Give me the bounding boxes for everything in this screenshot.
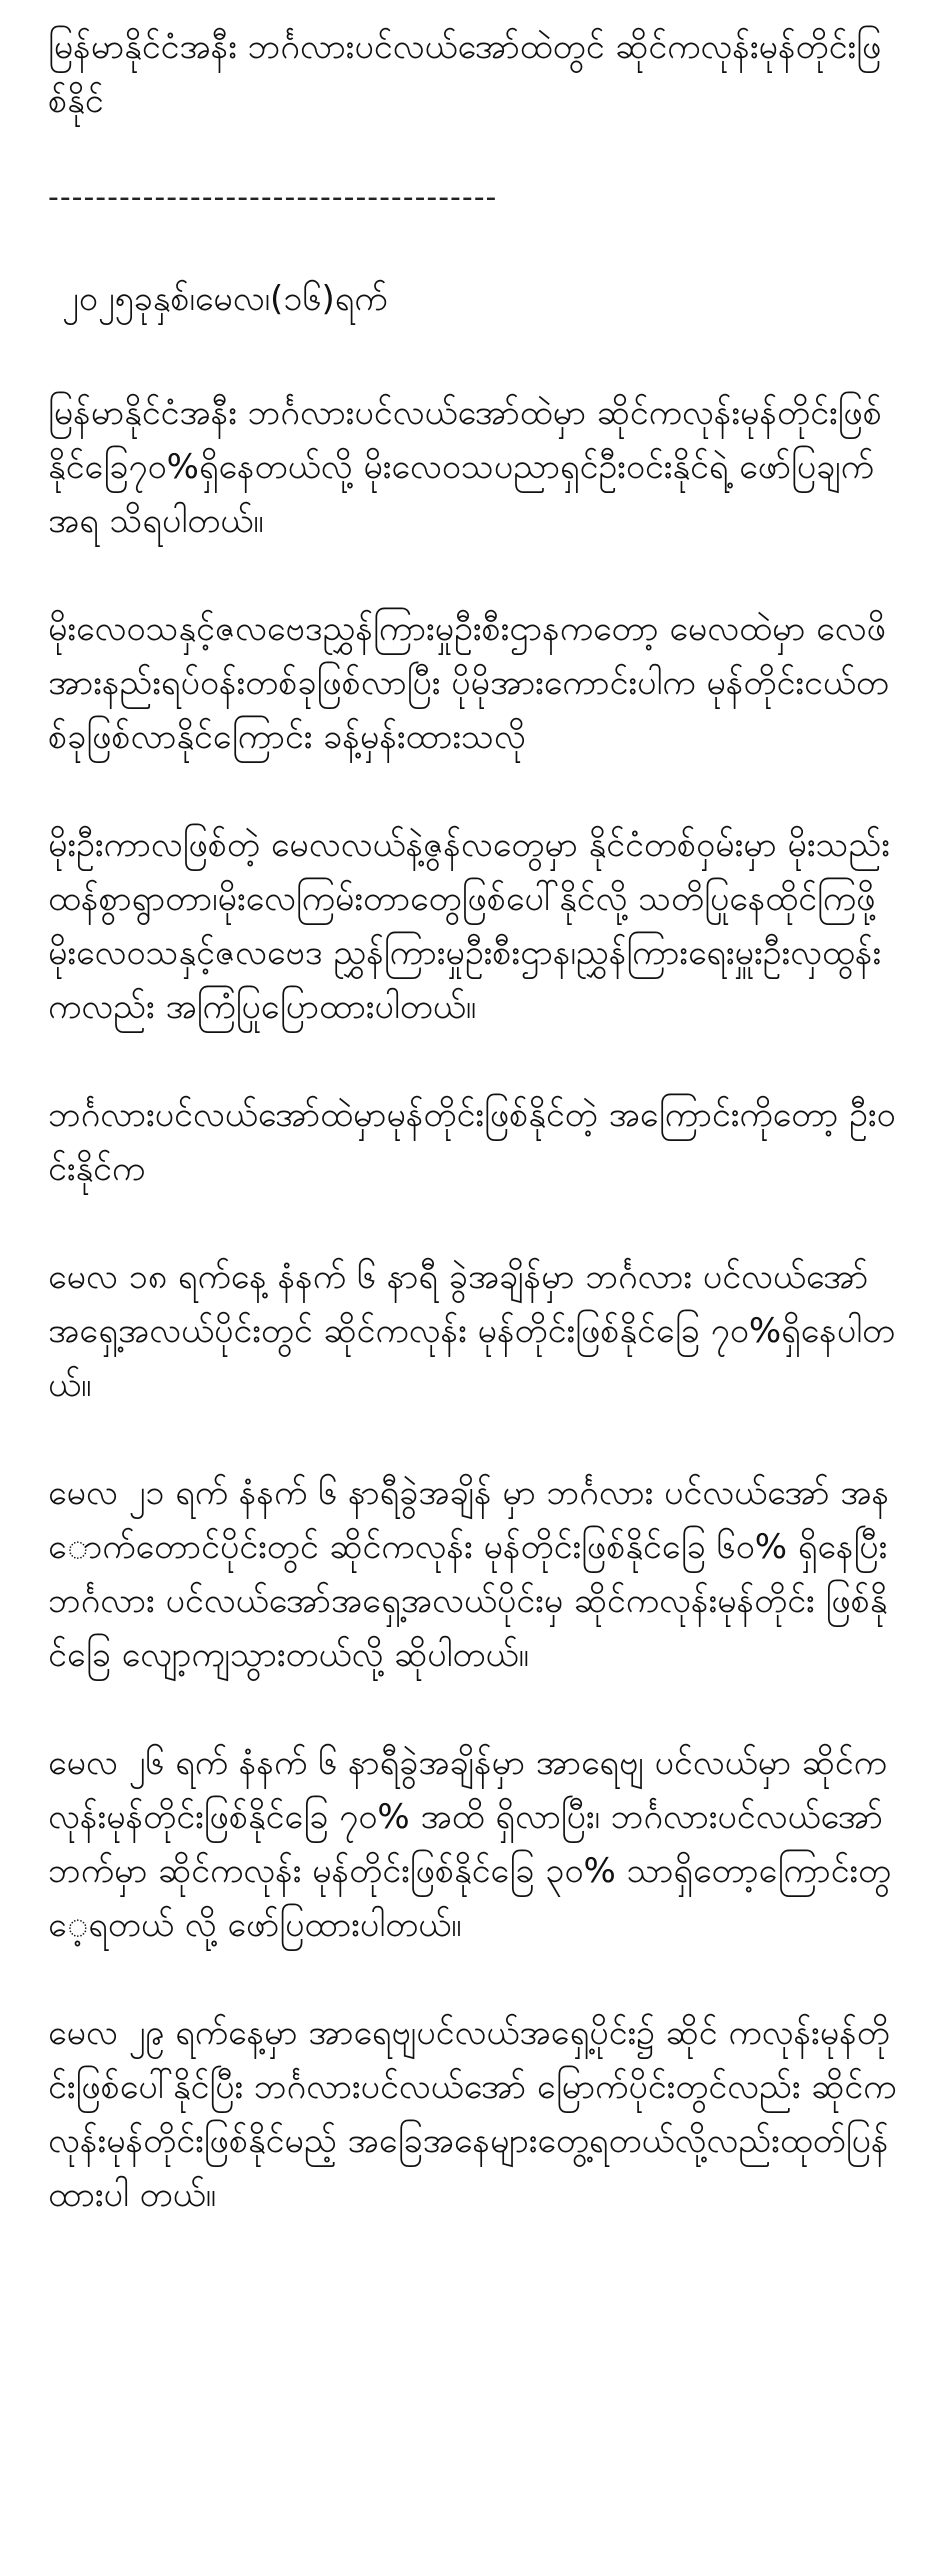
paragraph-3: မိုးဦးကာလဖြစ်တဲ့ မေလလယ်နဲ့ဇွန်လတွေမှာ နိုင်ငံတစ်ဝှမ်းမှာ မိုးသည်းထန်စွာရွာတာ၊မိုးလေကြမ်းတာတွေဖြစ်ပေါ်နိုင်လို့ သတိပြုနေထိုင်ကြဖို့ မိုးလေ၀သနှင့်ဇလဗေဒ ညွှန်ကြားမှုဦးစီးဌာန၊ညွှန်ကြားရေးမှူးဦးလှထွန်းကလည်း အကြံပြုပြောထားပါတယ်။	[48, 825, 890, 1027]
paragraph-8: မေလ ၂၉ ရက်နေ့မှာ အာရေဗျပင်လယ်အရှေ့ပိုင်း၌ ဆိုင် ကလုန်းမုန်တိုင်းဖြစ်ပေါ်နိုင်ပြီး ဘင်္ဂလားပင်လယ်အော် မြောက်ပိုင်းတွင်လည်း ဆိုင်ကလုန်းမုန်တိုင်းဖြစ်နိုင်မည့် အခြေအနေများတွေ့ရတယ်လို့လည်းထုတ်ပြန်ထားပါ တယ်။	[48, 2013, 897, 2215]
dateline: ၂၀၂၅ခုနှစ်၊မေလ၊(၁၆)ရက်	[62, 279, 388, 319]
paragraph-7: မေလ ၂၆ ရက် နံနက် ၆ နာရီခွဲအချိန်မှာ အာရေဗျ ပင်လယ်မှာ ဆိုင်ကလုန်းမုန်တိုင်းဖြစ်နိုင်ခြေ ၇၀% အထိ ရှိလာပြီး၊ ဘင်္ဂလားပင်လယ်အော်ဘက်မှာ ဆိုင်ကလုန်း မုန်တိုင်းဖြစ်နိုင်ခြေ ၃၀% သာရှိတော့ကြောင်းတွေ့ရတယ် လို့ ဖော်ပြထားပါတယ်။	[48, 1743, 892, 1945]
paragraph-4: ဘင်္ဂလားပင်လယ်အော်ထဲမှာမုန်တိုင်းဖြစ်နိုင်တဲ့ အကြောင်းကိုတော့ ဦးဝင်းနိုင်က	[48, 1095, 896, 1189]
divider-line: --------------------------------------	[48, 180, 498, 215]
article	[48, 20, 898, 2222]
paragraph-2: မိုးလေ၀သနှင့်ဇလဗေဒညွှန်ကြားမှုဦးစီးဌာနကတော့ မေလထဲမှာ လေဖိအားနည်းရပ်ဝန်းတစ်ခုဖြစ်လာပြီး ပိုမိုအားကောင်းပါက မုန်တိုင်းငယ်တစ်ခုဖြစ်လာနိုင်ကြောင်း ခန့်မှန်းထားသလို	[48, 609, 889, 757]
paragraph-1: မြန်မာနိုင်ငံအနီး ဘင်္ဂလားပင်လယ်အော်ထဲမှာ ဆိုင်ကလုန်းမုန်တိုင်းဖြစ်နိုင်ခြေ၇၀%ရှိနေတယ်လို့ မိုးလေ၀သပညာရှင်ဦးဝင်းနိုင်ရဲ့ ဖော်ပြချက်အရ သိရပါတယ်။	[48, 393, 882, 541]
paragraph-6: မေလ ၂၁ ရက် နံနက် ၆ နာရီခွဲအချိန် မှာ ဘင်္ဂလား ပင်လယ်အော် အနောက်တောင်ပိုင်းတွင် ဆိုင်ကလုန်း မုန်တိုင်းဖြစ်နိုင်ခြေ ၆၀% ရှိနေပြီး ဘင်္ဂလား ပင်လယ်အော်အရှေ့အလယ်ပိုင်းမှ ဆိုင်ကလုန်းမုန်တိုင်း ဖြစ်နိုင်ခြေ လျော့ကျသွားတယ်လို့ ဆိုပါတယ်။	[48, 1473, 890, 1675]
paragraph-5: မေလ ၁၈ ရက်နေ့ နံနက် ၆ နာရီ ခွဲအချိန်မှာ ဘင်္ဂလား ပင်လယ်အော်အရှေ့အလယ်ပိုင်းတွင် ဆိုင်ကလုန်း မုန်တိုင်းဖြစ်နိုင်ခြေ ၇၀%ရှိနေပါတယ်။	[48, 1257, 896, 1405]
article-title: မြန်မာနိုင်ငံအနီး ဘင်္ဂလားပင်လယ်အော်ထဲတွင် ဆိုင်ကလုန်းမုန်တိုင်းဖြစ်နိုင်	[48, 27, 882, 121]
